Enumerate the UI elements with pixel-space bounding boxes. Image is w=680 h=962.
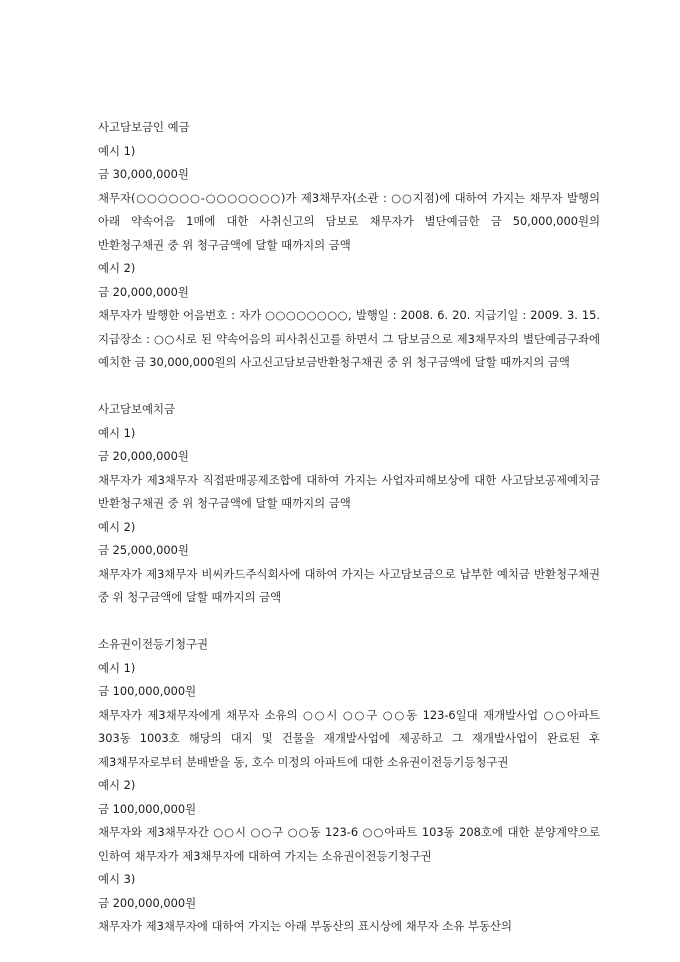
claim-description: 채무자가 제3채무자에게 채무자 소유의 ○○시 ○○구 ○○동 123-6일대 재개발사업 ○○아파트 303동 1003호 해당의 대지 및 건물을 재개발사업에 제공하고 그 재개발사업이 완료된 후 제3채무자로부터 분배받을 동, 호수 미정의 아파트에 대한 소유권이전등기등청구권 <box>98 707 600 769</box>
claim-description: 채무자가 제3채무자 직접판매공제조합에 대하여 가지는 사업자피해보상에 대한 사고담보공제예치금 반환청구채권 중 위 청구금액에 달할 때까지의 금액 <box>98 472 600 510</box>
claim-amount: 금 100,000,000원 <box>98 684 197 698</box>
example-label: 예시 2) <box>98 519 136 534</box>
claim-amount: 금 20,000,000원 <box>98 284 189 299</box>
example-label: 예시 1) <box>98 143 136 158</box>
example-label: 예시 1) <box>98 425 136 440</box>
claim-description: 채무자가 제3채무자에 대하여 가지는 아래 부동산의 표시상에 채무자 소유 부동산의 <box>98 919 512 933</box>
claim-amount: 금 25,000,000원 <box>98 543 189 557</box>
section-heading: 사고담보예치금 <box>98 402 176 416</box>
example-label: 예시 2) <box>98 778 136 792</box>
section-accident-escrow <box>98 398 600 610</box>
claim-description: 채무자가 제3채무자 비씨카드주식회사에 대하여 가지는 사고담보금으로 납부한 예치금 반환청구채권 중 위 청구금액에 달할 때까지의 금액 <box>98 566 600 604</box>
example-label: 예시 2) <box>98 261 136 275</box>
section-heading: 사고담보금인 예금 <box>98 120 190 134</box>
claim-description: 채무자와 제3채무자간 ○○시 ○○구 ○○동 123-6 ○○아파트 103동 208호에 대한 분양계약으로 인하여 채무자가 제3채무자에 대하여 가지는 소유권이전등기청구권 <box>98 825 600 863</box>
claim-amount: 금 100,000,000원 <box>98 801 197 816</box>
section-ownership-transfer <box>98 633 600 939</box>
section-accident-deposit <box>98 116 600 375</box>
claim-description: 채무자(○○○○○○-○○○○○○○)가 제3채무자(소관 : ○○지점)에 대하여 가지는 채무자 발행의 아래 약속어음 1매에 대한 사취신고의 담보로 채무자가 별단예금한 금 50,000,000원의 반환청구채권 중 위 청구금액에 달할 때까지의 금액 <box>98 190 600 252</box>
claim-amount: 금 200,000,000원 <box>98 895 197 910</box>
claim-description: 채무자가 발행한 어음번호 : 자가 ○○○○○○○○, 발행일 : 2008. 6. 20. 지급기일 : 2009. 3. 15. 지급장소 : ○○시로 된 약속어음의 피사취신고를 하면서 그 담보금으로 제3채무자의 별단예금구좌에 예치한 금 30,000,000원의 사고신고담보금반환청구채권 중 위 청구금액에 달할 때까지의 금액 <box>98 308 600 369</box>
example-label: 예시 3) <box>98 872 136 886</box>
document-page <box>98 116 600 939</box>
section-heading: 소유권이전등기청구권 <box>98 637 209 651</box>
claim-amount: 금 30,000,000원 <box>98 167 189 181</box>
example-label: 예시 1) <box>98 660 136 675</box>
claim-amount: 금 20,000,000원 <box>98 449 189 463</box>
